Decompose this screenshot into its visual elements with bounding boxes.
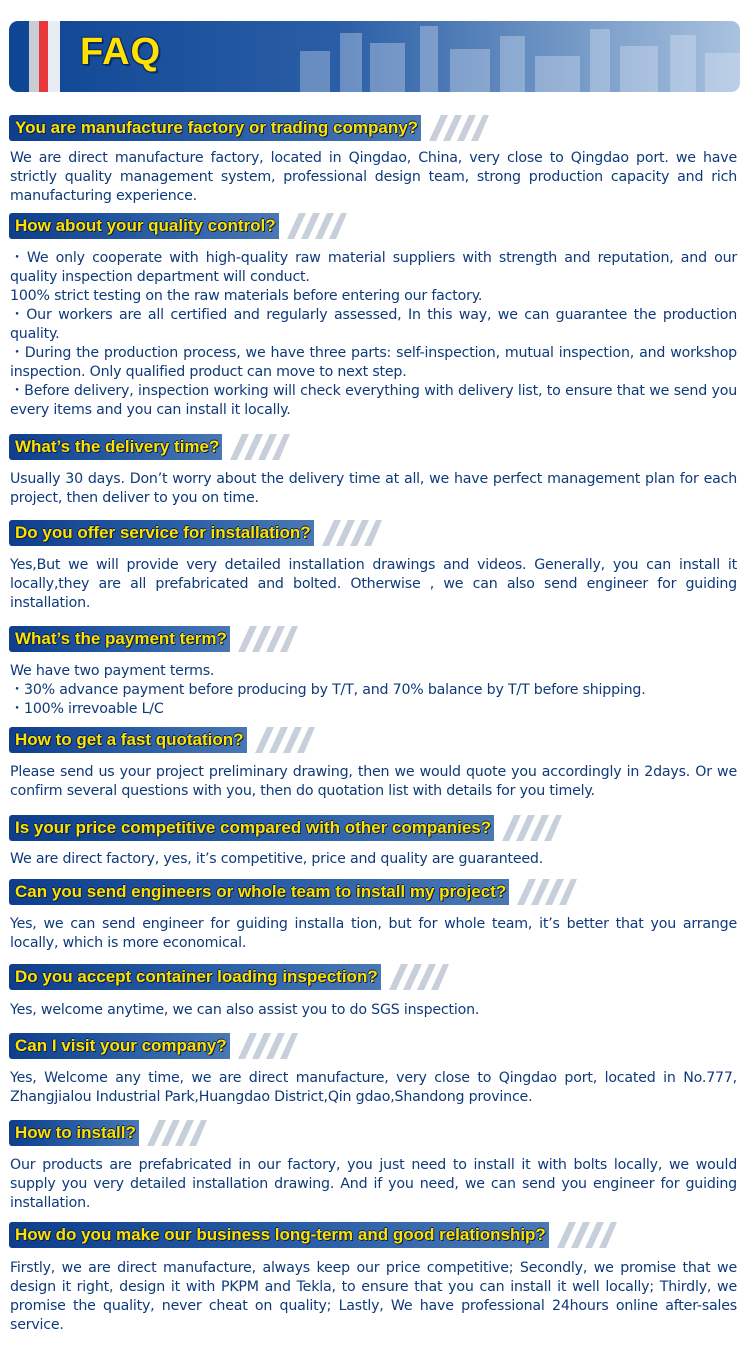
faq-answer-8	[10, 915, 737, 953]
faq-answer-3	[10, 470, 737, 508]
faq-question-3	[9, 434, 290, 460]
slash-decoration-icon	[137, 1120, 207, 1146]
faq-question-7	[9, 815, 562, 841]
slash-decoration-icon	[312, 520, 382, 546]
question-text: Can you send engineers or whole team to install my project?	[15, 882, 507, 901]
question-label-box	[9, 727, 247, 753]
answer-paragraph: ・100% irrevoable L/C	[10, 701, 164, 717]
question-text: Do you accept container loading inspection?	[15, 967, 378, 986]
faq-question-8	[9, 879, 577, 905]
question-text: How about your quality control?	[15, 216, 276, 235]
faq-answer-1	[10, 149, 737, 206]
faq-question-5	[9, 626, 298, 652]
faq-banner	[9, 21, 740, 92]
page-title: FAQ	[80, 31, 162, 73]
faq-answer-7	[10, 850, 737, 869]
answer-paragraph: ・During the production process, we have three parts: self-inspection, mutual inspection, and workshop inspection. Only qualified product can move to next step.	[10, 345, 737, 380]
faq-question-12	[9, 1222, 617, 1248]
faq-answer-6	[10, 763, 737, 801]
faq-question-1	[9, 115, 489, 141]
city-skyline-graphic	[280, 21, 740, 92]
answer-paragraph: Yes,But we will provide very detailed installation drawings and videos. Generally, you can install it locally,they are all prefabricated and bolted. Otherwise , we can also send engineer for guiding installation.	[10, 557, 737, 611]
faq-answer-2	[10, 249, 737, 420]
question-text: Is your price competitive compared with other companies?	[15, 818, 492, 837]
faq-question-9	[9, 964, 449, 990]
question-label-box	[9, 1033, 230, 1059]
question-text: How to get a fast quotation?	[15, 730, 244, 749]
answer-paragraph: We have two payment terms.	[10, 663, 215, 679]
answer-paragraph: We are direct manufacture factory, located in Qingdao, China, very close to Qingdao port. we have strictly quality management system, professional design team, strong production capacity and rich manufacturing experience.	[10, 150, 737, 204]
answer-paragraph: Our products are prefabricated in our factory, you just need to install it with bolts locally, we would supply you very detailed installation drawing. And if you need, we can send you engineer for guiding installation.	[10, 1157, 737, 1211]
faq-question-11	[9, 1120, 207, 1146]
question-label-box	[9, 879, 509, 905]
faq-answer-10	[10, 1069, 737, 1107]
answer-paragraph: We are direct factory, yes, it’s competitive, price and quality are guaranteed.	[10, 851, 544, 867]
question-text: Do you offer service for installation?	[15, 523, 311, 542]
answer-paragraph: ・30% advance payment before producing by T/T, and 70% balance by T/T before shipping.	[10, 682, 646, 698]
question-text: How do you make our business long-term and good relationship?	[15, 1225, 546, 1244]
question-label-box	[9, 115, 421, 141]
question-label-box	[9, 626, 230, 652]
slash-decoration-icon	[379, 964, 449, 990]
question-label-box	[9, 434, 222, 460]
question-label-box	[9, 1120, 139, 1146]
slash-decoration-icon	[245, 727, 315, 753]
faq-question-4	[9, 520, 382, 546]
question-text: How to install?	[15, 1123, 136, 1142]
question-label-box	[9, 213, 279, 239]
answer-paragraph: Yes, we can send engineer for guiding installa tion, but for whole team, it’s better that you arrange locally, which is more economical.	[10, 916, 737, 951]
answer-paragraph: Yes, welcome anytime, we can also assist you to do SGS inspection.	[10, 1002, 480, 1018]
faq-answer-4	[10, 556, 737, 613]
slash-decoration-icon	[277, 213, 347, 239]
question-label-box	[9, 520, 314, 546]
answer-paragraph: 100% strict testing on the raw materials before entering our factory.	[10, 288, 483, 304]
faq-question-6	[9, 727, 315, 753]
question-label-box	[9, 1222, 549, 1248]
question-text: Can I visit your company?	[15, 1036, 227, 1055]
question-text: You are manufacture factory or trading company?	[15, 118, 419, 137]
answer-paragraph: ・Before delivery, inspection working will check everything with delivery list, to ensure that we send you every items and you can install it locally.	[10, 383, 737, 418]
answer-paragraph: Yes, Welcome any time, we are direct manufacture, very close to Qingdao port, located in No.777, Zhangjialou Industrial Park,Huangdao District,Qin gdao,Shandong province.	[10, 1070, 737, 1105]
faq-answer-12	[10, 1259, 737, 1335]
answer-paragraph: Usually 30 days. Don’t worry about the delivery time at all, we have perfect management plan for each project, then deliver to you on time.	[10, 471, 737, 506]
answer-paragraph: Firstly, we are direct manufacture, always keep our price competitive; Secondly, we promise that we design it right, design it with PKPM and Tekla, to ensure that you can install it well locally; Thirdly, we promise the quality, never cheat on quality; Lastly, We have professional 24hours online after-sales service.	[10, 1260, 737, 1333]
slash-decoration-icon	[492, 815, 562, 841]
slash-decoration-icon	[419, 115, 489, 141]
slash-decoration-icon	[220, 434, 290, 460]
banner-stripe-grey	[29, 21, 39, 92]
faq-question-10	[9, 1033, 298, 1059]
question-label-box	[9, 815, 494, 841]
faq-answer-9	[10, 1001, 737, 1020]
question-label-box	[9, 964, 381, 990]
answer-paragraph: Please send us your project preliminary drawing, then we would quote you accordingly in 2days. Or we confirm several questions with you, then do quotation list with details for you timely.	[10, 764, 737, 799]
banner-stripe-red	[39, 21, 48, 92]
slash-decoration-icon	[228, 626, 298, 652]
answer-paragraph: ・Our workers are all certified and regularly assessed, In this way, we can guarantee the production quality.	[10, 307, 737, 342]
faq-question-2	[9, 213, 347, 239]
slash-decoration-icon	[228, 1033, 298, 1059]
faq-answer-5	[10, 662, 737, 719]
banner-stripe-light	[48, 21, 60, 92]
question-text: What’s the payment term?	[15, 629, 227, 648]
answer-paragraph: ・We only cooperate with high-quality raw material suppliers with strength and reputation, and our quality inspection department will conduct.	[10, 250, 737, 285]
slash-decoration-icon	[507, 879, 577, 905]
slash-decoration-icon	[547, 1222, 617, 1248]
question-text: What’s the delivery time?	[15, 437, 220, 456]
faq-answer-11	[10, 1156, 737, 1213]
